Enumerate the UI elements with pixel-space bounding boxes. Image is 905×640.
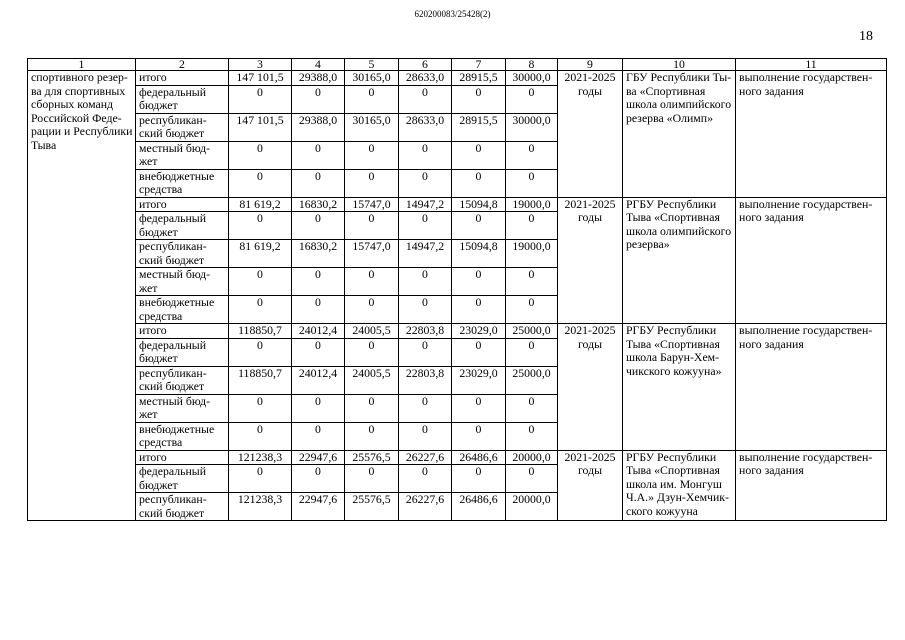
amount-cell: 0 xyxy=(399,338,452,366)
amount-cell: 0 xyxy=(292,296,345,324)
column-number-cell: 9 xyxy=(558,59,623,71)
column-number-cell: 10 xyxy=(623,59,736,71)
result-cell xyxy=(736,450,887,521)
amount-cell: 0 xyxy=(399,296,452,324)
executor-cell xyxy=(623,197,736,324)
document-code: 620200083/25428(2) xyxy=(414,9,491,19)
funding-source-line: ский бюджет xyxy=(139,252,205,267)
funding-source-line: федеральный xyxy=(139,84,207,99)
column-number-cell: 11 xyxy=(736,59,887,71)
amount-cell: 0 xyxy=(506,141,558,169)
amount-cell: 0 xyxy=(506,268,558,296)
amount-cell: 0 xyxy=(345,338,399,366)
executor-line: Ч.А.» Дзун-Хемчик- xyxy=(626,490,729,504)
funding-source-line: средства xyxy=(139,308,183,323)
executor-line: РГБУ Республики xyxy=(626,323,717,337)
amount-cell: 0 xyxy=(452,85,506,113)
amount-cell: 118850,7 xyxy=(229,324,292,339)
period-line: 2021-2025 xyxy=(564,196,616,211)
amount-cell: 22803,8 xyxy=(399,324,452,339)
amount-cell: 25000,0 xyxy=(506,324,558,339)
funding-source-line: средства xyxy=(139,435,183,449)
funding-source-cell xyxy=(136,465,229,493)
funding-source-cell xyxy=(136,366,229,394)
amount-cell: 26227,6 xyxy=(399,450,452,465)
amount-cell: 0 xyxy=(399,169,452,197)
funding-source-cell xyxy=(136,394,229,422)
amount-cell: 28915,5 xyxy=(452,71,506,86)
amount-cell: 23029,0 xyxy=(452,324,506,339)
amount-cell: 0 xyxy=(506,338,558,366)
executor-line: школа олимпийского xyxy=(626,97,732,111)
amount-cell: 24005,5 xyxy=(345,324,399,339)
result-line: ного задания xyxy=(739,83,804,98)
table-row xyxy=(28,450,887,465)
amount-cell: 0 xyxy=(345,169,399,197)
column-number-cell: 7 xyxy=(452,59,506,71)
amount-cell: 30165,0 xyxy=(345,113,399,141)
column-number-cell: 3 xyxy=(229,59,292,71)
program-name-line: ва для спортивных xyxy=(31,83,126,98)
amount-cell: 0 xyxy=(292,141,345,169)
funding-source-cell xyxy=(136,324,229,339)
amount-cell: 0 xyxy=(452,268,506,296)
amount-cell: 81 619,2 xyxy=(229,240,292,268)
column-number-cell: 8 xyxy=(506,59,558,71)
result-cell xyxy=(736,324,887,451)
funding-source-line: средства xyxy=(139,182,183,196)
amount-cell: 0 xyxy=(506,212,558,240)
table-row xyxy=(28,71,887,86)
amount-cell: 0 xyxy=(399,212,452,240)
amount-cell: 23029,0 xyxy=(452,366,506,394)
funding-source-cell xyxy=(136,268,229,296)
funding-source-line: местный бюд- xyxy=(139,267,211,281)
amount-cell: 0 xyxy=(506,296,558,324)
funding-source-cell xyxy=(136,240,229,268)
amount-cell: 0 xyxy=(229,465,292,493)
funding-source-cell xyxy=(136,422,229,450)
amount-cell: 0 xyxy=(399,465,452,493)
amount-cell: 0 xyxy=(452,394,506,422)
result-line: выполнение государствен- xyxy=(739,70,873,84)
funding-source-line: республикан- xyxy=(139,112,207,127)
column-number-cell: 1 xyxy=(28,59,136,71)
executor-line: Тыва «Спортивная xyxy=(626,336,720,351)
funding-source-cell xyxy=(136,113,229,141)
page-number: 18 xyxy=(859,29,873,44)
funding-source-line: федеральный xyxy=(139,337,207,352)
funding-source-line: бюджет xyxy=(139,477,178,492)
period-line: годы xyxy=(577,83,603,98)
amount-cell: 24012,4 xyxy=(292,366,345,394)
amount-cell: 0 xyxy=(292,268,345,296)
amount-cell: 0 xyxy=(452,169,506,197)
amount-cell: 0 xyxy=(229,169,292,197)
funding-source-line: местный бюд- xyxy=(139,393,211,408)
amount-cell: 0 xyxy=(506,465,558,493)
table-row xyxy=(28,324,887,339)
program-name-line: Российской Феде- xyxy=(31,110,122,125)
amount-cell: 0 xyxy=(292,212,345,240)
funding-source-line: итого xyxy=(139,196,167,211)
result-line: выполнение государствен- xyxy=(739,323,873,337)
funding-source-line: местный бюд- xyxy=(139,140,211,155)
funding-source-line: бюджет xyxy=(139,98,178,112)
result-line: выполнение государствен- xyxy=(739,196,873,211)
funding-source-cell xyxy=(136,212,229,240)
amount-cell: 22947,6 xyxy=(292,493,345,521)
amount-cell: 0 xyxy=(292,465,345,493)
funding-source-line: ский бюджет xyxy=(139,505,205,520)
funding-source-line: жет xyxy=(139,407,158,421)
amount-cell: 20000,0 xyxy=(506,493,558,521)
amount-cell: 0 xyxy=(399,394,452,422)
amount-cell: 0 xyxy=(452,465,506,493)
executor-line: Тыва «Спортивная xyxy=(626,210,720,224)
result-line: ного задания xyxy=(739,463,804,477)
amount-cell: 29388,0 xyxy=(292,113,345,141)
amount-cell: 30000,0 xyxy=(506,71,558,86)
amount-cell: 30165,0 xyxy=(345,71,399,86)
period-line: 2021-2025 xyxy=(564,323,616,337)
amount-cell: 0 xyxy=(292,85,345,113)
program-name-cell xyxy=(28,71,136,521)
period-cell xyxy=(558,71,623,198)
amount-cell: 0 xyxy=(229,422,292,450)
period-line: годы xyxy=(577,463,603,477)
amount-cell: 0 xyxy=(399,141,452,169)
executor-line: РГБУ Республики xyxy=(626,196,717,211)
amount-cell: 0 xyxy=(229,394,292,422)
amount-cell: 0 xyxy=(506,85,558,113)
amount-cell: 0 xyxy=(452,141,506,169)
executor-line: школа Барун-Хем- xyxy=(626,350,720,364)
result-cell xyxy=(736,197,887,324)
amount-cell: 0 xyxy=(229,212,292,240)
amount-cell: 121238,3 xyxy=(229,493,292,521)
funding-source-line: итого xyxy=(139,323,167,337)
period-cell xyxy=(558,450,623,521)
amount-cell: 28633,0 xyxy=(399,71,452,86)
table-header-row xyxy=(28,59,887,71)
amount-cell: 0 xyxy=(399,85,452,113)
funding-source-line: республикан- xyxy=(139,239,207,253)
funding-source-line: внебюджетные xyxy=(139,421,215,436)
executor-line: ГБУ Республики Ты- xyxy=(626,70,732,84)
amount-cell: 0 xyxy=(345,141,399,169)
amount-cell: 30000,0 xyxy=(506,113,558,141)
executor-line: школа олимпийского xyxy=(626,223,732,238)
amount-cell: 14947,2 xyxy=(399,240,452,268)
amount-cell: 26227,6 xyxy=(399,493,452,521)
executor-line: резерва «Олимп» xyxy=(626,110,713,125)
funding-table xyxy=(27,58,887,521)
funding-source-cell xyxy=(136,141,229,169)
period-line: 2021-2025 xyxy=(564,449,616,464)
amount-cell: 0 xyxy=(345,394,399,422)
period-cell xyxy=(558,324,623,451)
amount-cell: 147 101,5 xyxy=(229,71,292,86)
amount-cell: 0 xyxy=(292,422,345,450)
funding-source-line: федеральный xyxy=(139,464,207,478)
amount-cell: 0 xyxy=(506,394,558,422)
amount-cell: 0 xyxy=(345,296,399,324)
funding-source-cell xyxy=(136,296,229,324)
amount-cell: 0 xyxy=(229,338,292,366)
column-number-cell: 4 xyxy=(292,59,345,71)
amount-cell: 29388,0 xyxy=(292,71,345,86)
period-line: годы xyxy=(577,210,603,224)
result-cell xyxy=(736,71,887,198)
funding-source-line: жет xyxy=(139,280,158,295)
program-name-line: Тыва xyxy=(31,137,57,152)
executor-line: РГБУ Республики xyxy=(626,449,717,464)
funding-source-cell xyxy=(136,493,229,521)
period-cell xyxy=(558,197,623,324)
funding-source-cell xyxy=(136,71,229,86)
amount-cell: 0 xyxy=(292,169,345,197)
funding-source-line: бюджет xyxy=(139,351,178,365)
amount-cell: 19000,0 xyxy=(506,240,558,268)
amount-cell: 26486,6 xyxy=(452,450,506,465)
amount-cell: 19000,0 xyxy=(506,197,558,212)
amount-cell: 15747,0 xyxy=(345,197,399,212)
amount-cell: 0 xyxy=(399,422,452,450)
amount-cell: 0 xyxy=(452,422,506,450)
column-number-cell: 2 xyxy=(136,59,229,71)
amount-cell: 0 xyxy=(292,338,345,366)
funding-source-cell xyxy=(136,169,229,197)
result-line: ного задания xyxy=(739,336,804,351)
executor-line: ского кожууна xyxy=(626,503,698,518)
executor-cell xyxy=(623,71,736,198)
period-line: годы xyxy=(577,336,603,351)
amount-cell: 0 xyxy=(345,85,399,113)
column-number-cell: 5 xyxy=(345,59,399,71)
amount-cell: 16830,2 xyxy=(292,240,345,268)
funding-source-line: итого xyxy=(139,449,167,464)
executor-line: чикского кожууна» xyxy=(626,363,722,378)
period-line: 2021-2025 xyxy=(564,70,616,84)
amount-cell: 118850,7 xyxy=(229,366,292,394)
amount-cell: 25576,5 xyxy=(345,493,399,521)
amount-cell: 22947,6 xyxy=(292,450,345,465)
funding-source-line: федеральный xyxy=(139,211,207,225)
funding-source-cell xyxy=(136,85,229,113)
amount-cell: 147 101,5 xyxy=(229,113,292,141)
amount-cell: 0 xyxy=(399,268,452,296)
funding-source-line: республикан- xyxy=(139,365,207,380)
program-name-line: спортивного резер- xyxy=(31,70,128,84)
funding-source-line: республикан- xyxy=(139,492,207,506)
amount-cell: 0 xyxy=(345,212,399,240)
funding-source-line: внебюджетные xyxy=(139,168,215,183)
amount-cell: 25576,5 xyxy=(345,450,399,465)
amount-cell: 0 xyxy=(345,268,399,296)
funding-source-line: ский бюджет xyxy=(139,126,205,140)
funding-source-cell xyxy=(136,450,229,465)
amount-cell: 0 xyxy=(452,338,506,366)
funding-source-cell xyxy=(136,197,229,212)
amount-cell: 0 xyxy=(345,422,399,450)
amount-cell: 28915,5 xyxy=(452,113,506,141)
amount-cell: 14947,2 xyxy=(399,197,452,212)
executor-line: школа им. Монгуш xyxy=(626,476,722,491)
executor-line: ва «Спортивная xyxy=(626,83,706,98)
amount-cell: 26486,6 xyxy=(452,493,506,521)
amount-cell: 15747,0 xyxy=(345,240,399,268)
amount-cell: 16830,2 xyxy=(292,197,345,212)
executor-line: Тыва «Спортивная xyxy=(626,463,720,477)
amount-cell: 121238,3 xyxy=(229,450,292,465)
program-name-line: сборных команд xyxy=(31,97,114,111)
amount-cell: 0 xyxy=(452,296,506,324)
amount-cell: 25000,0 xyxy=(506,366,558,394)
funding-source-line: бюджет xyxy=(139,224,178,239)
executor-cell xyxy=(623,450,736,521)
funding-source-line: ский бюджет xyxy=(139,379,205,393)
program-name-line: рации и Республики xyxy=(31,124,133,138)
executor-line: резерва» xyxy=(626,237,670,251)
funding-source-line: итого xyxy=(139,70,167,84)
table-body xyxy=(28,59,887,521)
amount-cell: 24005,5 xyxy=(345,366,399,394)
amount-cell: 81 619,2 xyxy=(229,197,292,212)
amount-cell: 0 xyxy=(506,422,558,450)
amount-cell: 22803,8 xyxy=(399,366,452,394)
amount-cell: 0 xyxy=(229,268,292,296)
amount-cell: 0 xyxy=(506,169,558,197)
result-line: выполнение государствен- xyxy=(739,449,873,464)
amount-cell: 0 xyxy=(229,85,292,113)
amount-cell: 0 xyxy=(292,394,345,422)
funding-source-line: внебюджетные xyxy=(139,295,215,309)
table-row xyxy=(28,197,887,212)
amount-cell: 24012,4 xyxy=(292,324,345,339)
amount-cell: 15094,8 xyxy=(452,240,506,268)
amount-cell: 0 xyxy=(345,465,399,493)
funding-source-line: жет xyxy=(139,154,158,168)
amount-cell: 28633,0 xyxy=(399,113,452,141)
amount-cell: 15094,8 xyxy=(452,197,506,212)
executor-cell xyxy=(623,324,736,451)
result-line: ного задания xyxy=(739,210,804,224)
amount-cell: 0 xyxy=(229,141,292,169)
amount-cell: 20000,0 xyxy=(506,450,558,465)
amount-cell: 0 xyxy=(229,296,292,324)
column-number-cell: 6 xyxy=(399,59,452,71)
amount-cell: 0 xyxy=(452,212,506,240)
funding-source-cell xyxy=(136,338,229,366)
